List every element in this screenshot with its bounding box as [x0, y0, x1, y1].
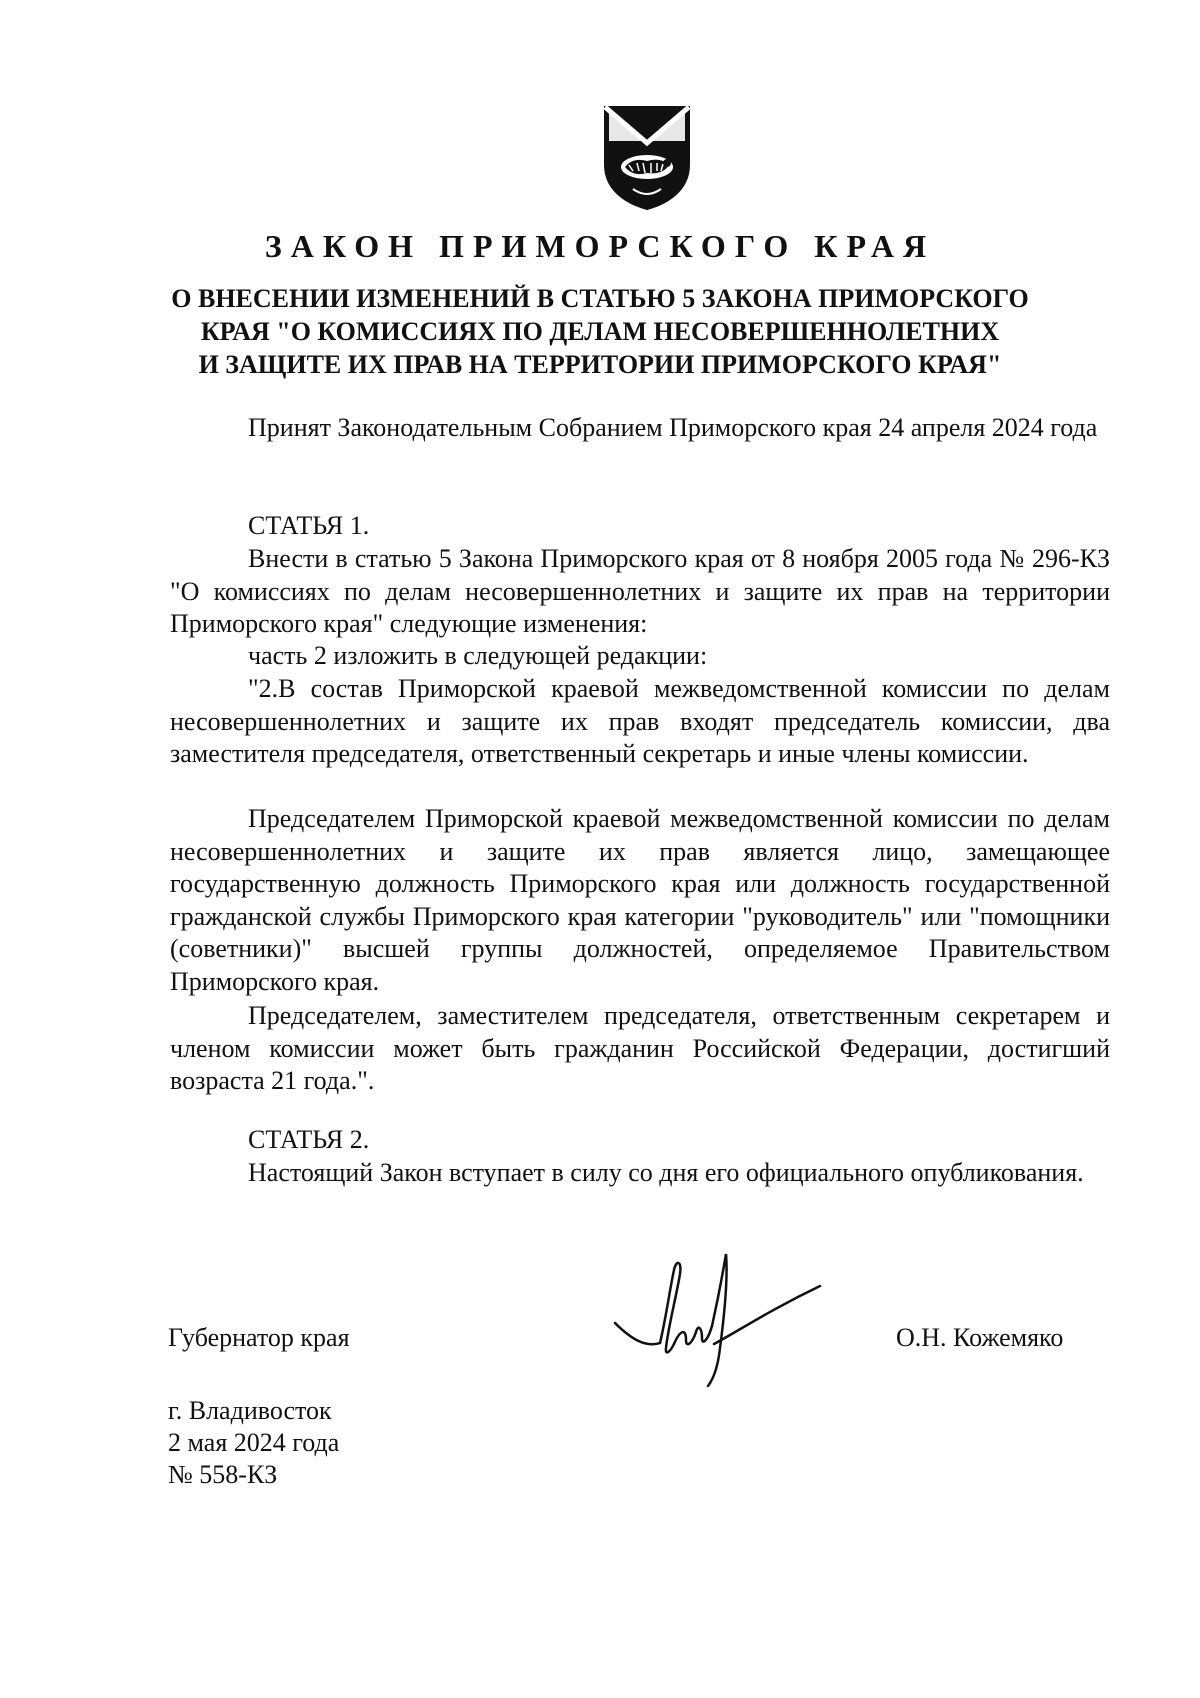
article-1-paragraph-1: "2.В состав Приморской краевой межведомственной комиссии по делам несовершеннолетних и защите их прав входят председатель комиссии, два заместителя председателя, ответственный секретарь и иные члены комиссии. — [170, 674, 1110, 768]
law-title: ЗАКОН ПРИМОРСКОГО КРАЯ — [264, 228, 936, 264]
footer-date: 2 мая 2024 года — [168, 1428, 340, 1457]
law-subtitle — [150, 282, 1050, 381]
subtitle-line: И ЗАЩИТЕ ИХ ПРАВ НА ТЕРРИТОРИИ ПРИМОРСКОГО КРАЯ" — [198, 350, 1002, 379]
article-1-paragraph-3: Председателем, заместителем председателя, ответственным секретарем и членом комиссии может быть гражданин Российской Федерации, достигший возраста 21 года.". — [170, 1001, 1110, 1095]
subtitle-line: КРАЯ "О КОМИССИЯХ ПО ДЕЛАМ НЕСОВЕРШЕННОЛЕТНИХ — [200, 317, 1000, 346]
article-1-paragraph-2: Председателем Приморской краевой межведомственной комиссии по делам несовершеннолетних и защите их прав является лицо, замещающее государственную должность Приморского края или должность государственной гражданской службы Приморского края категории "руководитель" или "помощники (советники)" высшей группы должностей, определяемое Правительством Приморского края. — [170, 804, 1110, 996]
footer-number: № 558-КЗ — [168, 1460, 278, 1489]
handwritten-signature — [610, 1248, 830, 1393]
article-1-heading: СТАТЬЯ 1. — [248, 511, 370, 540]
signatory-name: О.Н. Кожемяко — [896, 1323, 1064, 1352]
article-2-text: Настоящий Закон вступает в силу со дня его официального опубликования. — [248, 1158, 1084, 1187]
document-footer — [168, 1395, 339, 1491]
signatory-position: Губернатор края — [168, 1323, 350, 1352]
article-1-intro: Внести в статью 5 Закона Приморского края от 8 ноября 2005 года № 296-КЗ "О комиссиях по делам несовершеннолетних и защите их прав на территории Приморского края" следующие изменения: — [170, 544, 1110, 638]
article-1-part: часть 2 изложить в следующей редакции: — [248, 641, 708, 670]
subtitle-line: О ВНЕСЕНИИ ИЗМЕНЕНИЙ В СТАТЬЮ 5 ЗАКОНА ПРИМОРСКОГО — [171, 284, 1029, 313]
article-2-heading: СТАТЬЯ 2. — [248, 1125, 370, 1154]
footer-city: г. Владивосток — [168, 1396, 332, 1425]
adoption-note: Принят Законодательным Собранием Приморского края 24 апреля 2024 года — [248, 413, 1098, 442]
coat-of-arms-icon — [603, 103, 691, 211]
